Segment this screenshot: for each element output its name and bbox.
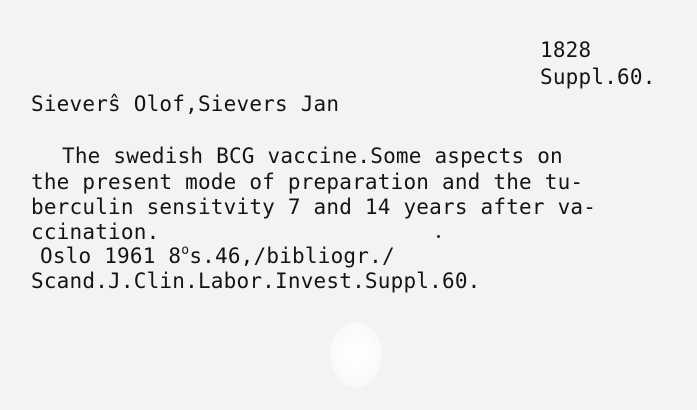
paper-smudge <box>330 322 382 388</box>
format-superscript: o <box>181 243 190 258</box>
imprint-place-year: Oslo 1961 8 <box>40 244 182 268</box>
authors: Sieverŝ Olof,Sievers Jan <box>31 92 340 116</box>
title-line-1: The swedish BCG vaccine.Some aspects on <box>62 144 563 168</box>
title-line-2: the present mode of preparation and the tu- <box>31 170 584 194</box>
series-line: Scand.J.Clin.Labor.Invest.Suppl.60. <box>31 269 481 293</box>
ink-speck <box>437 235 440 238</box>
reference-number: 1828 <box>540 38 592 62</box>
imprint-pages: s.46,/bibliogr./ <box>189 244 395 268</box>
reference-supplement: Suppl.60. <box>540 65 656 89</box>
title-line-4: ccination. <box>31 220 160 244</box>
title-line-3: berculin sensitvity 7 and 14 years after va- <box>31 195 597 219</box>
imprint-line <box>40 243 395 268</box>
